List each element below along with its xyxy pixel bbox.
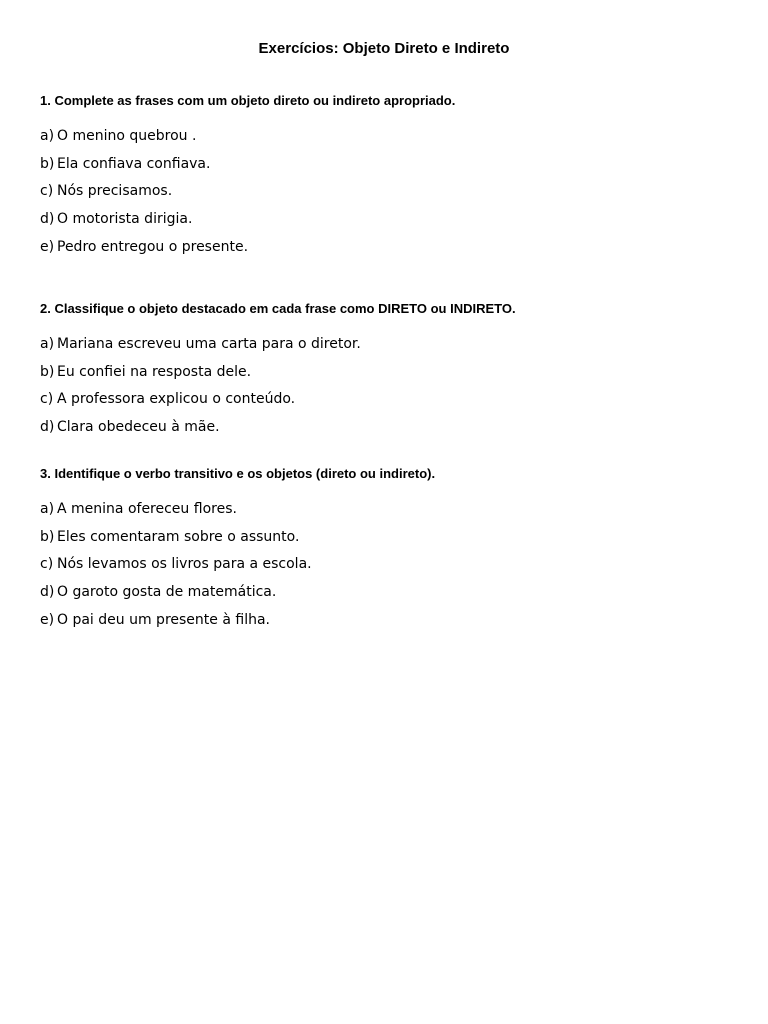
item-marker: a)	[40, 336, 55, 352]
item-marker: a)	[40, 501, 55, 517]
list-item	[40, 500, 740, 518]
list-item	[40, 390, 740, 408]
item-marker: d)	[40, 419, 55, 436]
exercise-section-2	[40, 300, 740, 446]
item-marker: a)	[40, 128, 55, 144]
list-item	[40, 155, 740, 173]
list-item	[40, 127, 740, 145]
section-heading: 1. Complete as frases com um objeto direto ou indireto apropriado.	[40, 93, 456, 108]
item-text: Ela confiava confiava.	[57, 155, 211, 172]
item-marker: e)	[40, 238, 55, 255]
item-text: Mariana escreveu uma carta para o diretor.	[57, 336, 361, 352]
item-text: O pai deu um presente à filha.	[57, 611, 270, 628]
list-item	[40, 528, 740, 546]
list-item	[40, 210, 740, 228]
item-text: Nós precisamos.	[57, 183, 173, 200]
item-marker: d)	[40, 211, 55, 228]
exercise-section-1	[40, 92, 740, 265]
item-marker: b)	[40, 528, 55, 545]
item-marker: c)	[40, 556, 54, 573]
item-text: O motorista dirigia.	[57, 211, 193, 228]
item-text: A menina ofereceu flores.	[57, 501, 237, 517]
section-heading: 2. Classifique o objeto destacado em cada frase como DIRETO ou INDIRETO.	[40, 301, 516, 316]
item-marker: e)	[40, 611, 55, 628]
item-text: A professora explicou o conteúdo.	[57, 391, 296, 408]
list-item	[40, 418, 740, 436]
item-marker: c)	[40, 183, 54, 200]
item-text: Clara obedeceu à mãe.	[57, 419, 220, 436]
item-marker: b)	[40, 155, 55, 172]
item-marker: d)	[40, 584, 55, 601]
item-text: O menino quebrou .	[57, 128, 197, 144]
item-text: Eu confiei na resposta dele.	[57, 363, 252, 380]
item-marker: b)	[40, 363, 55, 380]
list-item	[40, 363, 740, 381]
list-item	[40, 583, 740, 601]
section-heading: 3. Identifique o verbo transitivo e os objetos (direto ou indireto).	[40, 466, 436, 481]
list-item	[40, 555, 740, 573]
exercise-list	[40, 500, 740, 629]
list-item	[40, 335, 740, 353]
page-title: Exercícios: Objeto Direto e Indireto	[258, 40, 510, 57]
item-text: Nós levamos os livros para a escola.	[57, 556, 312, 573]
list-item	[40, 611, 740, 629]
item-marker: c)	[40, 391, 54, 408]
item-text: Eles comentaram sobre o assunto.	[57, 528, 300, 545]
exercise-list	[40, 335, 740, 436]
exercise-list	[40, 127, 740, 256]
item-text: O garoto gosta de matemática.	[57, 584, 277, 601]
list-item	[40, 182, 740, 200]
item-text: Pedro entregou o presente.	[57, 238, 249, 255]
exercise-section-3	[40, 465, 740, 638]
list-item	[40, 238, 740, 256]
